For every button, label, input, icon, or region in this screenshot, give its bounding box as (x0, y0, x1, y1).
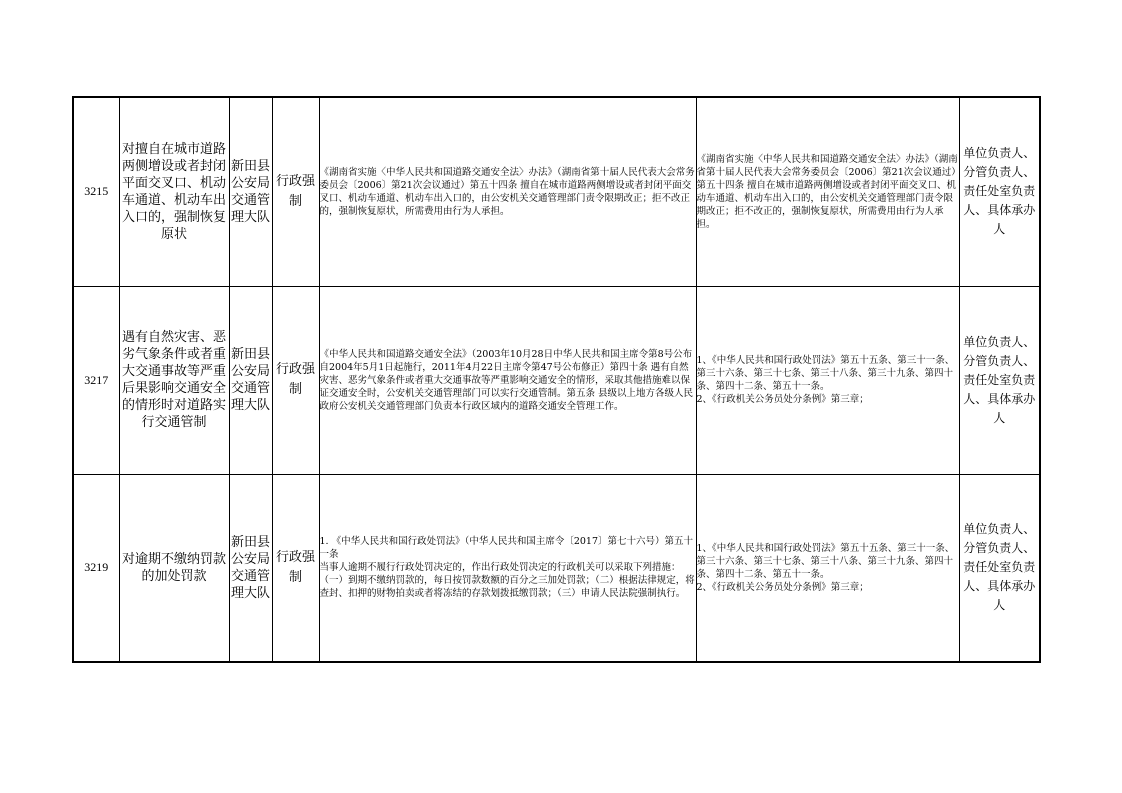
item-id: 3217 (73, 286, 119, 474)
implementing-department: 新田县公安局交通管理大队 (229, 286, 272, 474)
item-name: 对擅自在城市道路两侧增设或者封闭平面交叉口、机动车通道、机动车出入口的，强制恢复原状 (119, 97, 229, 286)
power-type: 行政强制 (272, 474, 319, 662)
power-type: 行政强制 (272, 286, 319, 474)
item-name: 对逾期不缴纳罚款的加处罚款 (119, 474, 229, 662)
table-row (73, 286, 1040, 474)
legal-basis: 《中华人民共和国道路交通安全法》（2003年10月28日中华人民共和国主席令第8号公布 自2004年5月1日起施行，2011年4月22日主席令第47号公布修正）第四十条 遇有自然灾害、恶劣气象条件或者重大交通事故等严重影响交通安全的情形，采取其他措施难以保证交通安全时，公安机关交通管理部门可以实行交通管制。第五条 县级以上地方各级人民政府公安机关交通管理部门负责本行政区域内的道路交通安全管理工作。 (319, 286, 696, 474)
table-row (73, 97, 1040, 286)
table-row (73, 474, 1040, 662)
responsible-persons: 单位负责人、分管负责人、责任处室负责人、具体承办人 (959, 286, 1040, 474)
responsible-persons: 单位负责人、分管负责人、责任处室负责人、具体承办人 (959, 474, 1040, 662)
accountability-basis: 《湖南省实施〈中华人民共和国道路交通安全法〉办法》（湖南省第十届人民代表大会常务委员会〔2006〕第21次会议通过）第五十四条 擅自在城市道路两侧增设或者封闭平面交叉口、机动车通道、机动车出入口的，由公安机关交通管理部门责令限期改正；拒不改正的，强制恢复原状，所需费用由行为人承担。 (696, 97, 959, 286)
implementing-department: 新田县公安局交通管理大队 (229, 97, 272, 286)
power-type: 行政强制 (272, 97, 319, 286)
legal-basis: 1. 《中华人民共和国行政处罚法》（中华人民共和国主席令〔2017〕第七十六号）第五十一条 当事人逾期不履行行政处罚决定的，作出行政处罚决定的行政机关可以采取下列措施：（一）到期不缴纳罚款的，每日按罚款数额的百分之三加处罚款；（二）根据法律规定，将查封、扣押的财物拍卖或者将冻结的存款划拨抵缴罚款；（三）申请人民法院强制执行。 (319, 474, 696, 662)
responsible-persons: 单位负责人、分管负责人、责任处室负责人、具体承办人 (959, 97, 1040, 286)
item-id: 3215 (73, 97, 119, 286)
implementing-department: 新田县公安局交通管理大队 (229, 474, 272, 662)
item-id: 3219 (73, 474, 119, 662)
accountability-basis: 1、《中华人民共和国行政处罚法》第五十五条、第三十一条、第三十六条、第三十七条、第三十八条、第三十九条、第四十条、第四十二条、第五十一条。 2、《行政机关公务员处分条例》第三章； (696, 286, 959, 474)
legal-basis: 《湖南省实施〈中华人民共和国道路交通安全法〉办法》（湖南省第十届人民代表大会常务委员会〔2006〕第21次会议通过）第五十四条 擅自在城市道路两侧增设或者封闭平面交叉口、机动车通道、机动车出入口的，由公安机关交通管理部门责令限期改正；拒不改正的，强制恢复原状，所需费用由行为人承担。 (319, 97, 696, 286)
accountability-basis: 1、《中华人民共和国行政处罚法》第五十五条、第三十一条、第三十六条、第三十七条、第三十八条、第三十九条、第四十条、第四十二条、第五十一条。 2、《行政机关公务员处分条例》第三章； (696, 474, 959, 662)
power-list-table (72, 96, 1041, 663)
item-name: 遇有自然灾害、恶劣气象条件或者重大交通事故等严重后果影响交通安全的情形时对道路实行交通管制 (119, 286, 229, 474)
